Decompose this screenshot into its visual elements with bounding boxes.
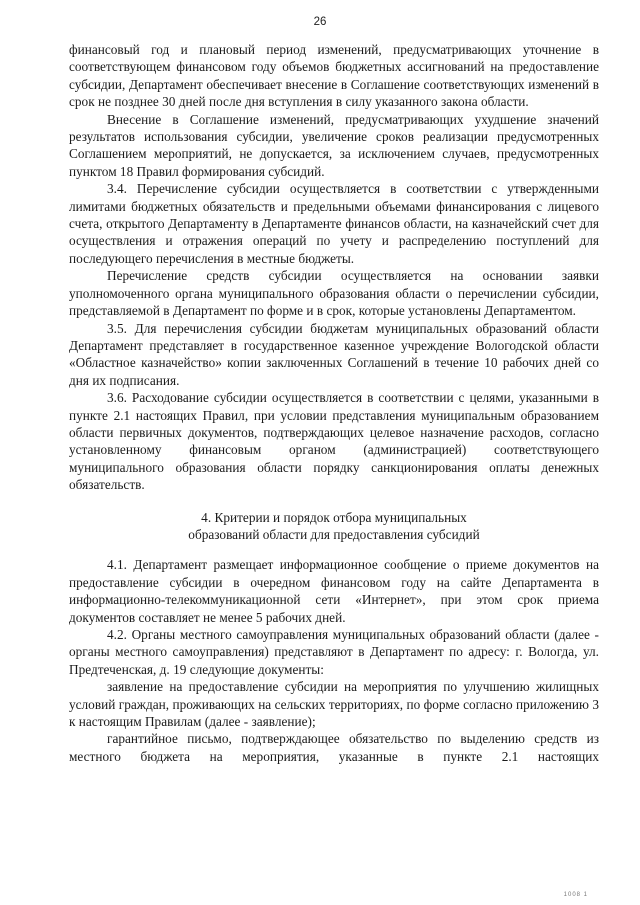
document-body (69, 41, 599, 765)
paragraph-3-5: 3.5. Для перечисления субсидии бюджетам муниципальных образований области Департамент представляет в государственное казенное учреждение Вологодской области «Областное казначейство» копии заключенных Соглашений в течение 10 рабочих дней со дня их подписания. (69, 320, 599, 388)
paragraph: Внесение в Соглашение изменений, предусматривающих ухудшение значений результатов использования субсидии, увеличение сроков реализации предусмотренных Соглашением мероприятий, не допускается, за исключением случаев, предусмотренных пунктом 18 Правил формирования субсидий. (69, 111, 599, 179)
paragraph: Перечисление средств субсидии осуществляется на основании заявки уполномоченного органа муниципального образования области о перечислении субсидии, представляемой в Департамент по форме и в срок, которые установлены Департаментом. (69, 268, 599, 319)
list-item-guarantee-letter: гарантийное письмо, подтверждающее обязательство по выделению средств из местного бюджета на мероприятия, указанные в пункте 2.1 настоящих (69, 731, 599, 764)
paragraph-3-4: 3.4. Перечисление субсидии осуществляется в соответствии с утвержденными лимитами бюджетных обязательств и предельными объемами финансирования с лицевого счета, открытого Департаменту в Департаменте финансов области, на казначейский счет для осуществления и отражения операций по учету и распределению поступлений для последующего перечисления в местные бюджеты. (69, 181, 599, 266)
paragraph-4-1: 4.1. Департамент размещает информационное сообщение о приеме документов на предоставление субсидии в очередном финансовом году на сайте Департамента в информационно-телекоммуникационной сети «Интернет», при этом срок приема документов составляет не менее 5 рабочих дней. (69, 557, 599, 625)
paragraph-continuation: финансовый год и плановый период изменений, предусматривающих уточнение в соответствующем финансовом году объемов бюджетных ассигнований на предоставление субсидии, Департамент обеспечивает внесение в Соглашение соответствующих изменений в срок не позднее 30 дней после дня вступления в силу указанного закона области. (69, 42, 599, 110)
scan-mark: 1008 1 (563, 892, 588, 898)
section-heading-line-1: 4. Критерии и порядок отбора муниципальных (201, 509, 467, 525)
list-item-application: заявление на предоставление субсидии на мероприятия по улучшению жилищных условий граждан, проживающих на сельских территориях, по форме согласно приложению 3 к настоящим Правилам (далее - заявление); (69, 679, 599, 730)
paragraph-3-6: 3.6. Расходование субсидии осуществляется в соответствии с целями, указанными в пункте 2.1 настоящих Правил, при условии представления муниципальным образованием области первичных документов, подтверждающих целевое назначение расходов, согласно установленному финансовым органом (администрацией) соответствующего муниципального образования области порядку санкционирования оплаты денежных обязательств. (69, 390, 599, 493)
section-heading-line-2: образований области для предоставления субсидий (188, 526, 480, 542)
page-number: 26 (313, 16, 327, 28)
section-heading (69, 509, 599, 544)
paragraph-4-2: 4.2. Органы местного самоуправления муниципальных образований области (далее - органы местного самоуправления) представляют в Департамент по адресу: г. Вологда, ул. Предтеченская, д. 19 следующие документы: (69, 627, 599, 677)
